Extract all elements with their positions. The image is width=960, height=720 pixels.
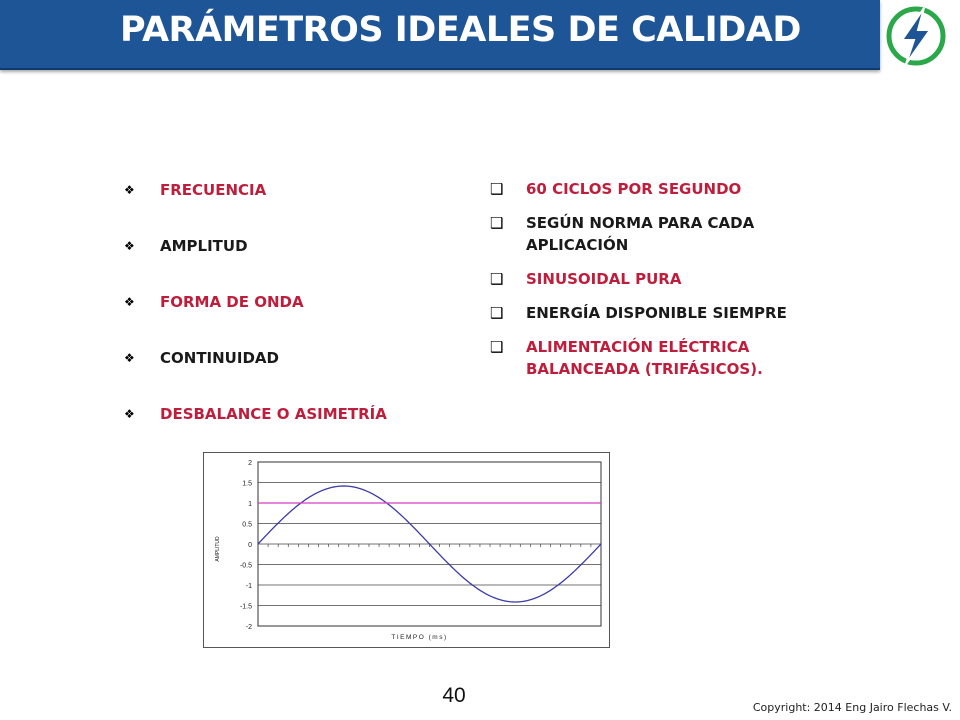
list-item bbox=[490, 336, 806, 380]
list-item-label: ALIMENTACIÓN ELÉCTRICA BALANCEADA (TRIFÁSICOS). bbox=[526, 338, 763, 378]
checkbox-bullet-icon: ❑ bbox=[490, 304, 504, 322]
diamond-bullet-icon: ❖ bbox=[124, 295, 135, 309]
lightning-bolt-logo-icon bbox=[884, 2, 948, 70]
parameter-list bbox=[122, 180, 387, 460]
list-item bbox=[490, 302, 806, 324]
y-tick-label: 1.5 bbox=[242, 480, 252, 488]
y-tick-label: -0.5 bbox=[239, 562, 252, 570]
checkbox-bullet-icon: ❑ bbox=[490, 270, 504, 288]
diamond-bullet-icon: ❖ bbox=[124, 183, 135, 197]
y-tick-label: -2 bbox=[245, 624, 252, 631]
diamond-bullet-icon: ❖ bbox=[124, 407, 135, 421]
list-item-label: CONTINUIDAD bbox=[160, 349, 279, 367]
y-tick-label: 0.5 bbox=[242, 521, 252, 529]
y-tick-label: -1.5 bbox=[239, 603, 252, 611]
y-tick-label: -1 bbox=[245, 583, 252, 590]
list-item bbox=[122, 236, 387, 292]
checkbox-bullet-icon: ❑ bbox=[490, 214, 504, 232]
list-item-label: AMPLITUD bbox=[160, 237, 248, 255]
list-item bbox=[122, 348, 387, 404]
list-item bbox=[490, 268, 806, 290]
diamond-bullet-icon: ❖ bbox=[124, 239, 135, 253]
y-tick-label: 0 bbox=[248, 542, 252, 549]
list-item bbox=[122, 180, 387, 236]
title-bar bbox=[0, 0, 880, 70]
list-item-label: FORMA DE ONDA bbox=[160, 293, 304, 311]
x-axis-label: TIEMPO (ms) bbox=[391, 634, 448, 641]
list-item bbox=[122, 292, 387, 348]
sine-wave-chart bbox=[203, 452, 610, 648]
ideal-value-list bbox=[490, 178, 806, 392]
y-axis-label: AMPLITUD bbox=[215, 536, 221, 562]
list-item-label: DESBALANCE O ASIMETRÍA bbox=[160, 405, 387, 423]
list-item-label: SEGÚN NORMA PARA CADA APLICACIÓN bbox=[526, 214, 755, 254]
checkbox-bullet-icon: ❑ bbox=[490, 338, 504, 356]
list-item bbox=[490, 212, 806, 256]
list-item-label: FRECUENCIA bbox=[160, 181, 267, 199]
y-tick-label: 1 bbox=[248, 501, 252, 508]
diamond-bullet-icon: ❖ bbox=[124, 351, 135, 365]
list-item-label: 60 CICLOS POR SEGUNDO bbox=[526, 180, 742, 198]
list-item-label: SINUSOIDAL PURA bbox=[526, 270, 682, 288]
list-item-label: ENERGÍA DISPONIBLE SIEMPRE bbox=[526, 304, 787, 322]
page-number: 40 bbox=[442, 684, 466, 707]
slide-title: PARÁMETROS IDEALES DE CALIDAD bbox=[120, 10, 801, 50]
chart-plot-area bbox=[204, 453, 609, 647]
copyright-text: Copyright: 2014 Eng Jairo Flechas V. bbox=[752, 701, 952, 714]
list-item bbox=[490, 178, 806, 200]
y-tick-label: 2 bbox=[248, 460, 252, 467]
checkbox-bullet-icon: ❑ bbox=[490, 180, 504, 198]
